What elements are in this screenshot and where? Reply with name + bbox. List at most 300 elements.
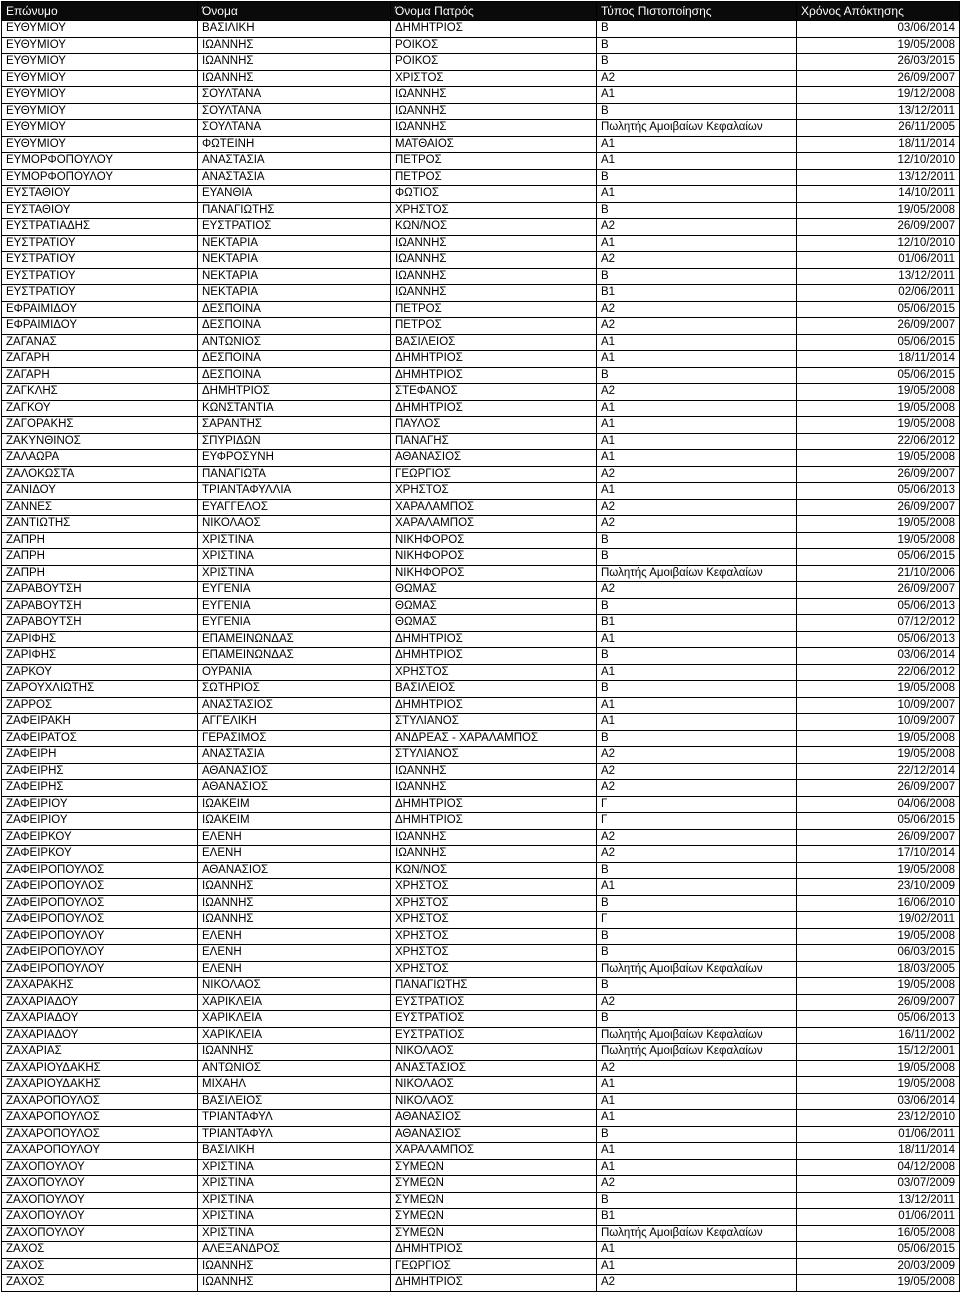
table-row [2, 1176, 960, 1193]
table-row [2, 499, 960, 516]
cell-first-name: ΝΙΚΟΛΑΟΣ [198, 516, 391, 533]
cell-acquisition-date: 18/11/2014 [797, 1143, 960, 1160]
table-row [2, 780, 960, 797]
cell-acquisition-date: 26/09/2007 [797, 994, 960, 1011]
cell-father-name: ΔΗΜΗΤΡΙΟΣ [391, 813, 597, 830]
cell-certification-type: Β [597, 681, 797, 698]
cell-certification-type: Β [597, 37, 797, 54]
cell-father-name: ΙΩΑΝΝΗΣ [391, 846, 597, 863]
table-row [2, 928, 960, 945]
cell-surname: ΕΥΜΟΡΦΟΠΟΥΛΟΥ [2, 153, 198, 170]
cell-acquisition-date: 19/05/2008 [797, 450, 960, 467]
cell-father-name: ΧΑΡΑΛΑΜΠΟΣ [391, 1143, 597, 1160]
cell-father-name: ΑΘΑΝΑΣΙΟΣ [391, 1126, 597, 1143]
cell-father-name: ΜΑΤΘΑΙΟΣ [391, 136, 597, 153]
cell-first-name: ΜΙΧΑΗΛ [198, 1077, 391, 1094]
cell-father-name: ΧΡΗΣΤΟΣ [391, 664, 597, 681]
table-row [2, 301, 960, 318]
cell-surname: ΖΑΦΕΙΡΟΠΟΥΛΟΣ [2, 912, 198, 929]
header-surname: Επώνυμο [2, 2, 198, 21]
table-row [2, 1126, 960, 1143]
cell-certification-type: Α1 [597, 450, 797, 467]
cell-acquisition-date: 01/06/2011 [797, 1209, 960, 1226]
cell-first-name: ΔΕΣΠΟΙΝΑ [198, 367, 391, 384]
cell-first-name: ΝΕΚΤΑΡΙΑ [198, 252, 391, 269]
cell-acquisition-date: 19/05/2008 [797, 730, 960, 747]
cell-father-name: ΡΟΙΚΟΣ [391, 54, 597, 71]
cell-acquisition-date: 13/12/2011 [797, 268, 960, 285]
cell-father-name: ΙΩΑΝΝΗΣ [391, 780, 597, 797]
table-row [2, 1077, 960, 1094]
table-row [2, 879, 960, 896]
table-row [2, 285, 960, 302]
cell-father-name: ΝΙΚΟΛΑΟΣ [391, 1044, 597, 1061]
cell-surname: ΖΑΦΕΙΡΟΠΟΥΛΟΥ [2, 945, 198, 962]
cell-acquisition-date: 20/03/2009 [797, 1258, 960, 1275]
cell-surname: ΕΦΡΑΙΜΙΔΟΥ [2, 318, 198, 335]
cell-father-name: ΧΡΗΣΤΟΣ [391, 879, 597, 896]
cell-father-name: ΔΗΜΗΤΡΙΟΣ [391, 1242, 597, 1259]
cell-first-name: ΙΩΑΝΝΗΣ [198, 912, 391, 929]
cell-certification-type: Πωλητής Αμοιβαίων Κεφαλαίων [597, 120, 797, 137]
cell-certification-type: Α1 [597, 235, 797, 252]
table-row [2, 1044, 960, 1061]
cell-first-name: ΧΑΡΙΚΛΕΙΑ [198, 994, 391, 1011]
cell-surname: ΖΑΦΕΙΡΟΠΟΥΛΟΥ [2, 961, 198, 978]
table-row [2, 1060, 960, 1077]
cell-certification-type: Α2 [597, 252, 797, 269]
cell-acquisition-date: 26/09/2007 [797, 70, 960, 87]
cell-certification-type: Πωλητής Αμοιβαίων Κεφαλαίων [597, 961, 797, 978]
table-row [2, 483, 960, 500]
cell-certification-type: Α2 [597, 763, 797, 780]
cell-father-name: ΠΕΤΡΟΣ [391, 301, 597, 318]
cell-surname: ΖΑΧΑΡΟΠΟΥΛΟΣ [2, 1126, 198, 1143]
cell-first-name: ΝΙΚΟΛΑΟΣ [198, 978, 391, 995]
table-row [2, 681, 960, 698]
header-certification-type: Τύπος Πιστοποίησης [597, 2, 797, 21]
cell-surname: ΖΑΧΟΠΟΥΛΟΥ [2, 1176, 198, 1193]
cell-certification-type: Β [597, 532, 797, 549]
cell-certification-type: Β [597, 895, 797, 912]
table-row [2, 367, 960, 384]
table-row [2, 730, 960, 747]
cell-surname: ΕΥΣΤΡΑΤΙΟΥ [2, 235, 198, 252]
table-row [2, 153, 960, 170]
cell-first-name: ΕΥΦΡΟΣΥΝΗ [198, 450, 391, 467]
cell-father-name: ΝΙΚΗΦΟΡΟΣ [391, 565, 597, 582]
cell-certification-type: Β [597, 1192, 797, 1209]
cell-certification-type: Α2 [597, 318, 797, 335]
cell-acquisition-date: 22/12/2014 [797, 763, 960, 780]
cell-certification-type: Α1 [597, 714, 797, 731]
table-row [2, 1275, 960, 1292]
cell-father-name: ΚΩΝ/ΝΟΣ [391, 862, 597, 879]
cell-first-name: ΠΑΝΑΓΙΩΤΑ [198, 466, 391, 483]
cell-first-name: ΕΛΕΝΗ [198, 928, 391, 945]
cell-certification-type: Α1 [597, 697, 797, 714]
table-row [2, 351, 960, 368]
cell-first-name: ΑΝΤΩΝΙΟΣ [198, 1060, 391, 1077]
cell-surname: ΖΑΦΕΙΡΑΚΗ [2, 714, 198, 731]
table-row [2, 532, 960, 549]
cell-father-name: ΧΡΗΣΤΟΣ [391, 945, 597, 962]
table-row [2, 21, 960, 38]
cell-father-name: ΣΥΜΕΩΝ [391, 1209, 597, 1226]
cell-surname: ΖΑΦΕΙΡΗΣ [2, 763, 198, 780]
cell-first-name: ΣΟΥΛΤΑΝΑ [198, 87, 391, 104]
cell-first-name: ΑΛΕΞΑΝΔΡΟΣ [198, 1242, 391, 1259]
cell-surname: ΕΥΜΟΡΦΟΠΟΥΛΟΥ [2, 169, 198, 186]
cell-father-name: ΣΥΜΕΩΝ [391, 1159, 597, 1176]
cell-surname: ΖΑΠΡΗ [2, 549, 198, 566]
cell-acquisition-date: 26/11/2005 [797, 120, 960, 137]
cell-father-name: ΣΥΜΕΩΝ [391, 1192, 597, 1209]
cell-first-name: ΤΡΙΑΝΤΑΦΥΛ [198, 1126, 391, 1143]
cell-acquisition-date: 26/09/2007 [797, 829, 960, 846]
table-row [2, 829, 960, 846]
cell-certification-type: Α2 [597, 994, 797, 1011]
cell-father-name: ΔΗΜΗΤΡΙΟΣ [391, 367, 597, 384]
header-first-name: Όνομα [198, 2, 391, 21]
cell-acquisition-date: 19/12/2008 [797, 87, 960, 104]
cell-surname: ΖΑΓΚΟΥ [2, 400, 198, 417]
cell-surname: ΖΑΦΕΙΡΙΟΥ [2, 796, 198, 813]
cell-certification-type: Α1 [597, 87, 797, 104]
cell-surname: ΖΑΧΑΡΙΑΔΟΥ [2, 1011, 198, 1028]
cell-surname: ΖΑΝΙΔΟΥ [2, 483, 198, 500]
cell-father-name: ΕΥΣΤΡΑΤΙΟΣ [391, 994, 597, 1011]
cell-surname: ΖΑΡΟΥΧΛΙΩΤΗΣ [2, 681, 198, 698]
table-row [2, 87, 960, 104]
table-row [2, 202, 960, 219]
cell-certification-type: Β [597, 730, 797, 747]
cell-certification-type: Β [597, 928, 797, 945]
cell-first-name: ΒΑΣΙΛΕΙΟΣ [198, 1093, 391, 1110]
table-row [2, 219, 960, 236]
cell-certification-type: Α2 [597, 846, 797, 863]
cell-surname: ΖΑΦΕΙΡΙΟΥ [2, 813, 198, 830]
cell-surname: ΖΑΧΑΡΟΠΟΥΛΟΣ [2, 1110, 198, 1127]
cell-certification-type: Β [597, 21, 797, 38]
cell-first-name: ΚΩΝΣΤΑΝΤΙΑ [198, 400, 391, 417]
cell-acquisition-date: 05/06/2015 [797, 813, 960, 830]
cell-surname: ΖΑΧΑΡΟΠΟΥΛΟΥ [2, 1143, 198, 1160]
table-row [2, 1027, 960, 1044]
cell-certification-type: Α1 [597, 1143, 797, 1160]
table-row [2, 1242, 960, 1259]
cell-first-name: ΧΡΙΣΤΙΝΑ [198, 1225, 391, 1242]
cell-father-name: ΒΑΣΙΛΕΙΟΣ [391, 681, 597, 698]
cell-surname: ΖΑΠΡΗ [2, 532, 198, 549]
cell-surname: ΖΑΧΑΡΑΚΗΣ [2, 978, 198, 995]
cell-certification-type: Β [597, 103, 797, 120]
cell-first-name: ΕΛΕΝΗ [198, 945, 391, 962]
cell-surname: ΕΥΣΤΡΑΤΙΟΥ [2, 268, 198, 285]
cell-father-name: ΙΩΑΝΝΗΣ [391, 87, 597, 104]
cell-surname: ΖΑΧΑΡΙΑΣ [2, 1044, 198, 1061]
cell-certification-type: Β1 [597, 285, 797, 302]
cell-first-name: ΕΥΓΕΝΙΑ [198, 615, 391, 632]
cell-father-name: ΣΥΜΕΩΝ [391, 1225, 597, 1242]
cell-acquisition-date: 19/05/2008 [797, 400, 960, 417]
cell-acquisition-date: 05/06/2013 [797, 483, 960, 500]
cell-acquisition-date: 22/06/2012 [797, 433, 960, 450]
cell-acquisition-date: 22/06/2012 [797, 664, 960, 681]
cell-first-name: ΒΑΣΙΛΙΚΗ [198, 21, 391, 38]
cell-certification-type: Β [597, 598, 797, 615]
cell-acquisition-date: 19/05/2008 [797, 978, 960, 995]
cell-first-name: ΙΩΑΝΝΗΣ [198, 54, 391, 71]
cell-acquisition-date: 14/10/2011 [797, 186, 960, 203]
cell-father-name: ΚΩΝ/ΝΟΣ [391, 219, 597, 236]
table-header [2, 2, 960, 21]
cell-certification-type: Α2 [597, 499, 797, 516]
table-row [2, 384, 960, 401]
cell-certification-type: Πωλητής Αμοιβαίων Κεφαλαίων [597, 1027, 797, 1044]
cell-certification-type: Α1 [597, 1258, 797, 1275]
table-row [2, 1258, 960, 1275]
cell-first-name: ΑΝΤΩΝΙΟΣ [198, 334, 391, 351]
cell-first-name: ΣΑΡΑΝΤΗΣ [198, 417, 391, 434]
table-row [2, 895, 960, 912]
cell-certification-type: Β [597, 862, 797, 879]
cell-certification-type: Γ [597, 796, 797, 813]
cell-acquisition-date: 16/06/2010 [797, 895, 960, 912]
table-row [2, 846, 960, 863]
cell-father-name: ΧΡΗΣΤΟΣ [391, 961, 597, 978]
cell-certification-type: Α1 [597, 136, 797, 153]
cell-surname: ΖΑΧΟΠΟΥΛΟΥ [2, 1159, 198, 1176]
cell-acquisition-date: 19/05/2008 [797, 1060, 960, 1077]
cell-father-name: ΙΩΑΝΝΗΣ [391, 235, 597, 252]
cell-certification-type: Α2 [597, 747, 797, 764]
cell-certification-type: Β [597, 549, 797, 566]
cell-father-name: ΧΡΗΣΤΟΣ [391, 895, 597, 912]
cell-surname: ΖΑΡΚΟΥ [2, 664, 198, 681]
cell-certification-type: Α1 [597, 400, 797, 417]
cell-surname: ΕΥΣΤΑΘΙΟΥ [2, 202, 198, 219]
cell-acquisition-date: 23/12/2010 [797, 1110, 960, 1127]
cell-first-name: ΙΩΑΝΝΗΣ [198, 70, 391, 87]
cell-first-name: ΑΘΑΝΑΣΙΟΣ [198, 763, 391, 780]
cell-first-name: ΝΕΚΤΑΡΙΑ [198, 285, 391, 302]
cell-surname: ΖΑΦΕΙΡΗΣ [2, 780, 198, 797]
cell-father-name: ΝΙΚΟΛΑΟΣ [391, 1093, 597, 1110]
cell-acquisition-date: 03/07/2009 [797, 1176, 960, 1193]
cell-surname: ΖΑΡΑΒΟΥΤΣΗ [2, 615, 198, 632]
cell-father-name: ΑΝΑΣΤΑΣΙΟΣ [391, 1060, 597, 1077]
cell-acquisition-date: 05/06/2013 [797, 598, 960, 615]
table-row [2, 103, 960, 120]
cell-surname: ΕΦΡΑΙΜΙΔΟΥ [2, 301, 198, 318]
cell-acquisition-date: 05/06/2013 [797, 631, 960, 648]
cell-certification-type: Β [597, 268, 797, 285]
table-row [2, 120, 960, 137]
cell-acquisition-date: 05/06/2015 [797, 1242, 960, 1259]
cell-first-name: ΤΡΙΑΝΤΑΦΥΛΛΙΑ [198, 483, 391, 500]
cell-father-name: ΙΩΑΝΝΗΣ [391, 268, 597, 285]
cell-first-name: ΙΩΑΚΕΙΜ [198, 796, 391, 813]
cell-acquisition-date: 13/12/2011 [797, 1192, 960, 1209]
cell-certification-type: Β [597, 367, 797, 384]
table-row [2, 615, 960, 632]
cell-first-name: ΙΩΑΝΝΗΣ [198, 895, 391, 912]
cell-first-name: ΙΩΑΝΝΗΣ [198, 1044, 391, 1061]
table-row [2, 648, 960, 665]
cell-certification-type: Α1 [597, 1077, 797, 1094]
cell-certification-type: Α1 [597, 1093, 797, 1110]
table-row [2, 400, 960, 417]
cell-first-name: ΧΡΙΣΤΙΝΑ [198, 1176, 391, 1193]
cell-acquisition-date: 02/06/2011 [797, 285, 960, 302]
cell-acquisition-date: 05/06/2013 [797, 1011, 960, 1028]
cell-first-name: ΕΛΕΝΗ [198, 846, 391, 863]
cell-certification-type: Β [597, 648, 797, 665]
cell-father-name: ΧΡΙΣΤΟΣ [391, 70, 597, 87]
table-row [2, 1143, 960, 1160]
cell-acquisition-date: 19/05/2008 [797, 862, 960, 879]
cell-surname: ΖΑΡΡΟΣ [2, 697, 198, 714]
cell-surname: ΖΑΠΡΗ [2, 565, 198, 582]
cell-father-name: ΠΕΤΡΟΣ [391, 318, 597, 335]
cell-first-name: ΧΑΡΙΚΛΕΙΑ [198, 1011, 391, 1028]
cell-certification-type: Β [597, 1126, 797, 1143]
cell-acquisition-date: 18/11/2014 [797, 351, 960, 368]
cell-surname: ΖΑΓΚΛΗΣ [2, 384, 198, 401]
cell-certification-type: Α1 [597, 1159, 797, 1176]
header-acquisition-date: Χρόνος Απόκτησης [797, 2, 960, 21]
cell-acquisition-date: 16/11/2002 [797, 1027, 960, 1044]
table-row [2, 136, 960, 153]
cell-certification-type: Β [597, 169, 797, 186]
cell-father-name: ΠΑΝΑΓΗΣ [391, 433, 597, 450]
cell-acquisition-date: 26/09/2007 [797, 780, 960, 797]
cell-surname: ΕΥΘΥΜΙΟΥ [2, 103, 198, 120]
cell-certification-type: Α1 [597, 334, 797, 351]
cell-first-name: ΤΡΙΑΝΤΑΦΥΛ [198, 1110, 391, 1127]
table-row [2, 466, 960, 483]
cell-acquisition-date: 10/09/2007 [797, 714, 960, 731]
certification-table [1, 1, 960, 1292]
cell-certification-type: Πωλητής Αμοιβαίων Κεφαλαίων [597, 1225, 797, 1242]
cell-surname: ΕΥΣΤΡΑΤΙΑΔΗΣ [2, 219, 198, 236]
cell-surname: ΕΥΘΥΜΙΟΥ [2, 21, 198, 38]
cell-first-name: ΑΝΑΣΤΑΣΙΑ [198, 747, 391, 764]
table-row [2, 912, 960, 929]
table-row [2, 450, 960, 467]
cell-certification-type: Β [597, 1011, 797, 1028]
cell-first-name: ΦΩΤΕΙΝΗ [198, 136, 391, 153]
cell-father-name: ΘΩΜΑΣ [391, 582, 597, 599]
table-row [2, 186, 960, 203]
cell-first-name: ΔΗΜΗΤΡΙΟΣ [198, 384, 391, 401]
cell-certification-type: Β [597, 202, 797, 219]
cell-first-name: ΙΩΑΚΕΙΜ [198, 813, 391, 830]
table-row [2, 417, 960, 434]
cell-surname: ΖΑΡΙΦΗΣ [2, 648, 198, 665]
cell-father-name: ΓΕΩΡΓΙΟΣ [391, 1258, 597, 1275]
cell-surname: ΖΑΧΟΠΟΥΛΟΥ [2, 1192, 198, 1209]
cell-father-name: ΔΗΜΗΤΡΙΟΣ [391, 21, 597, 38]
cell-father-name: ΔΗΜΗΤΡΙΟΣ [391, 400, 597, 417]
cell-surname: ΖΑΦΕΙΡΑΤΟΣ [2, 730, 198, 747]
cell-father-name: ΙΩΑΝΝΗΣ [391, 103, 597, 120]
cell-surname: ΖΑΚΥΝΘΙΝΟΣ [2, 433, 198, 450]
table-row [2, 598, 960, 615]
cell-certification-type: Πωλητής Αμοιβαίων Κεφαλαίων [597, 1044, 797, 1061]
cell-acquisition-date: 13/12/2011 [797, 103, 960, 120]
cell-first-name: ΔΕΣΠΟΙΝΑ [198, 351, 391, 368]
cell-acquisition-date: 04/12/2008 [797, 1159, 960, 1176]
cell-acquisition-date: 18/03/2005 [797, 961, 960, 978]
cell-father-name: ΠΑΝΑΓΙΩΤΗΣ [391, 978, 597, 995]
cell-surname: ΕΥΘΥΜΙΟΥ [2, 70, 198, 87]
cell-surname: ΕΥΣΤΑΘΙΟΥ [2, 186, 198, 203]
cell-surname: ΖΑΧΟΠΟΥΛΟΥ [2, 1209, 198, 1226]
cell-surname: ΖΑΦΕΙΡΟΠΟΥΛΟΣ [2, 895, 198, 912]
cell-surname: ΖΑΓΟΡΑΚΗΣ [2, 417, 198, 434]
table-row [2, 813, 960, 830]
cell-surname: ΖΑΧΟΣ [2, 1242, 198, 1259]
cell-father-name: ΕΥΣΤΡΑΤΙΟΣ [391, 1027, 597, 1044]
cell-first-name: ΕΥΣΤΡΑΤΙΟΣ [198, 219, 391, 236]
cell-surname: ΖΑΧΟΣ [2, 1275, 198, 1292]
table-row [2, 433, 960, 450]
cell-acquisition-date: 05/06/2015 [797, 301, 960, 318]
cell-father-name: ΙΩΑΝΝΗΣ [391, 829, 597, 846]
cell-father-name: ΔΗΜΗΤΡΙΟΣ [391, 1275, 597, 1292]
cell-father-name: ΙΩΑΝΝΗΣ [391, 285, 597, 302]
cell-first-name: ΧΡΙΣΤΙΝΑ [198, 1192, 391, 1209]
cell-acquisition-date: 26/03/2015 [797, 54, 960, 71]
cell-acquisition-date: 19/05/2008 [797, 384, 960, 401]
table-row [2, 961, 960, 978]
cell-father-name: ΣΤΥΛΙΑΝΟΣ [391, 747, 597, 764]
table-row [2, 70, 960, 87]
cell-certification-type: Α1 [597, 417, 797, 434]
cell-certification-type: Α2 [597, 1275, 797, 1292]
cell-certification-type: Α1 [597, 433, 797, 450]
cell-surname: ΖΑΧΑΡΙΟΥΔΑΚΗΣ [2, 1077, 198, 1094]
cell-certification-type: Β [597, 978, 797, 995]
cell-first-name: ΑΝΑΣΤΑΣΙΟΣ [198, 697, 391, 714]
cell-acquisition-date: 05/06/2015 [797, 367, 960, 384]
table-row [2, 318, 960, 335]
cell-first-name: ΑΝΑΣΤΑΣΙΑ [198, 169, 391, 186]
cell-certification-type: Β [597, 54, 797, 71]
cell-first-name: ΣΠΥΡΙΔΩΝ [198, 433, 391, 450]
table-row [2, 582, 960, 599]
table-row [2, 334, 960, 351]
cell-acquisition-date: 19/05/2008 [797, 928, 960, 945]
cell-father-name: ΣΤΕΦΑΝΟΣ [391, 384, 597, 401]
cell-father-name: ΠΕΤΡΟΣ [391, 169, 597, 186]
cell-father-name: ΙΩΑΝΝΗΣ [391, 120, 597, 137]
cell-acquisition-date: 26/09/2007 [797, 219, 960, 236]
cell-acquisition-date: 16/05/2008 [797, 1225, 960, 1242]
cell-surname: ΖΑΧΟΣ [2, 1258, 198, 1275]
cell-surname: ΖΑΦΕΙΡΟΠΟΥΛΟΣ [2, 862, 198, 879]
table-row [2, 252, 960, 269]
cell-father-name: ΧΑΡΑΛΑΜΠΟΣ [391, 516, 597, 533]
cell-first-name: ΕΥΓΕΝΙΑ [198, 582, 391, 599]
cell-first-name: ΣΟΥΛΤΑΝΑ [198, 120, 391, 137]
cell-acquisition-date: 26/09/2007 [797, 466, 960, 483]
cell-first-name: ΕΠΑΜΕΙΝΩΝΔΑΣ [198, 648, 391, 665]
cell-father-name: ΔΗΜΗΤΡΙΟΣ [391, 796, 597, 813]
cell-father-name: ΣΥΜΕΩΝ [391, 1176, 597, 1193]
